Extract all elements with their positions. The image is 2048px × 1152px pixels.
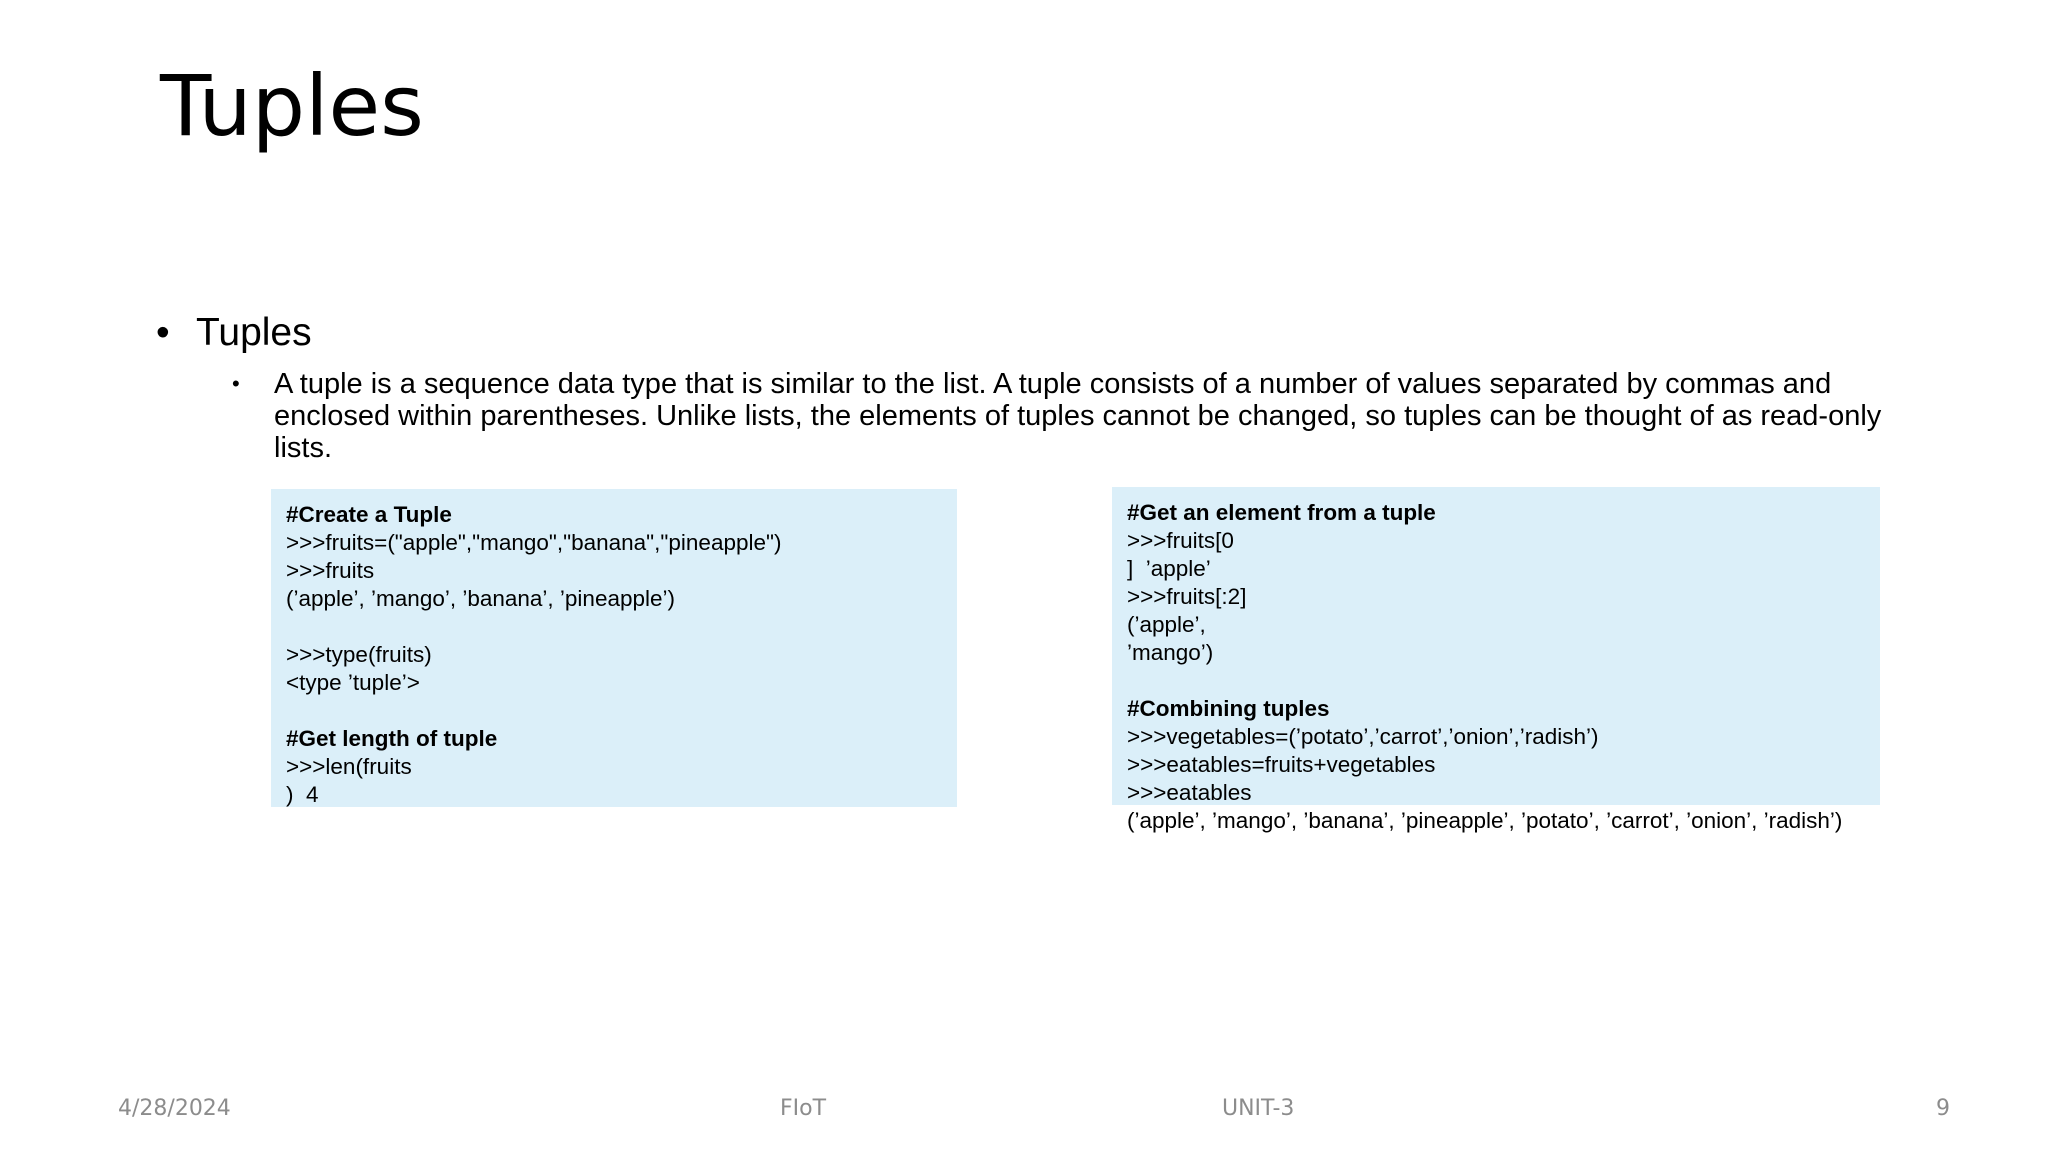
- code-gap: [286, 613, 957, 641]
- code-line: (’apple’,: [1127, 612, 1206, 637]
- code-line: >>>vegetables=(’potato’,’carrot’,’onion’,’radish’): [1127, 724, 1599, 749]
- code-heading: #Combining tuples: [1127, 696, 1330, 721]
- code-heading: #Get length of tuple: [286, 726, 498, 751]
- code-line: >>>len(fruits: [286, 754, 412, 779]
- code-heading: #Create a Tuple: [286, 502, 452, 527]
- code-line: >>>fruits[0: [1127, 528, 1234, 553]
- code-line: >>>fruits: [286, 558, 375, 583]
- code-line: >>>type(fruits): [286, 642, 432, 667]
- code-line: >>>fruits=("apple","mango","banana","pineapple"): [286, 530, 782, 555]
- footer-date: 4/28/2024: [118, 1096, 231, 1121]
- code-block-create-tuple: [271, 489, 957, 807]
- code-line: ] ’apple’: [1127, 556, 1211, 581]
- bullet-marker: •: [156, 311, 170, 354]
- slide-title: Tuples: [160, 57, 424, 155]
- bullet-marker: •: [232, 371, 240, 396]
- code-line: (’apple’, ’mango’, ’banana’, ’pineapple’, ’potato’, ’carrot’, ’onion’, ’radish’): [1112, 807, 1907, 835]
- code-block-tuple-access: [1112, 487, 1880, 833]
- bullet-level-2-text: A tuple is a sequence data type that is similar to the list. A tuple consists of a number of values separated by commas and enclosed within parentheses. Unlike lists, the elements of tuples cannot be changed, so tuples can be thought of as read-only lists.: [274, 368, 1882, 464]
- footer-unit: UNIT-3: [1222, 1096, 1295, 1121]
- code-heading: #Get an element from a tuple: [1127, 500, 1436, 525]
- bullet-level-2: [232, 368, 1882, 464]
- code-line: ) 4: [286, 782, 319, 807]
- code-line: (’apple’, ’mango’, ’banana’, ’pineapple’): [286, 586, 676, 611]
- footer-course: FIoT: [780, 1096, 827, 1121]
- code-gap: [286, 697, 957, 725]
- bullet-level-1-text: Tuples: [196, 311, 312, 354]
- code-line: ’mango’): [1127, 640, 1214, 665]
- page-number: 9: [1936, 1096, 1950, 1121]
- code-gap: [1127, 667, 1880, 695]
- bullet-level-1: [156, 310, 312, 357]
- code-line: <type ’tuple’>: [286, 670, 420, 695]
- code-line: >>>eatables: [1127, 780, 1252, 805]
- code-line: >>>fruits[:2]: [1127, 584, 1247, 609]
- code-line: >>>eatables=fruits+vegetables: [1127, 752, 1436, 777]
